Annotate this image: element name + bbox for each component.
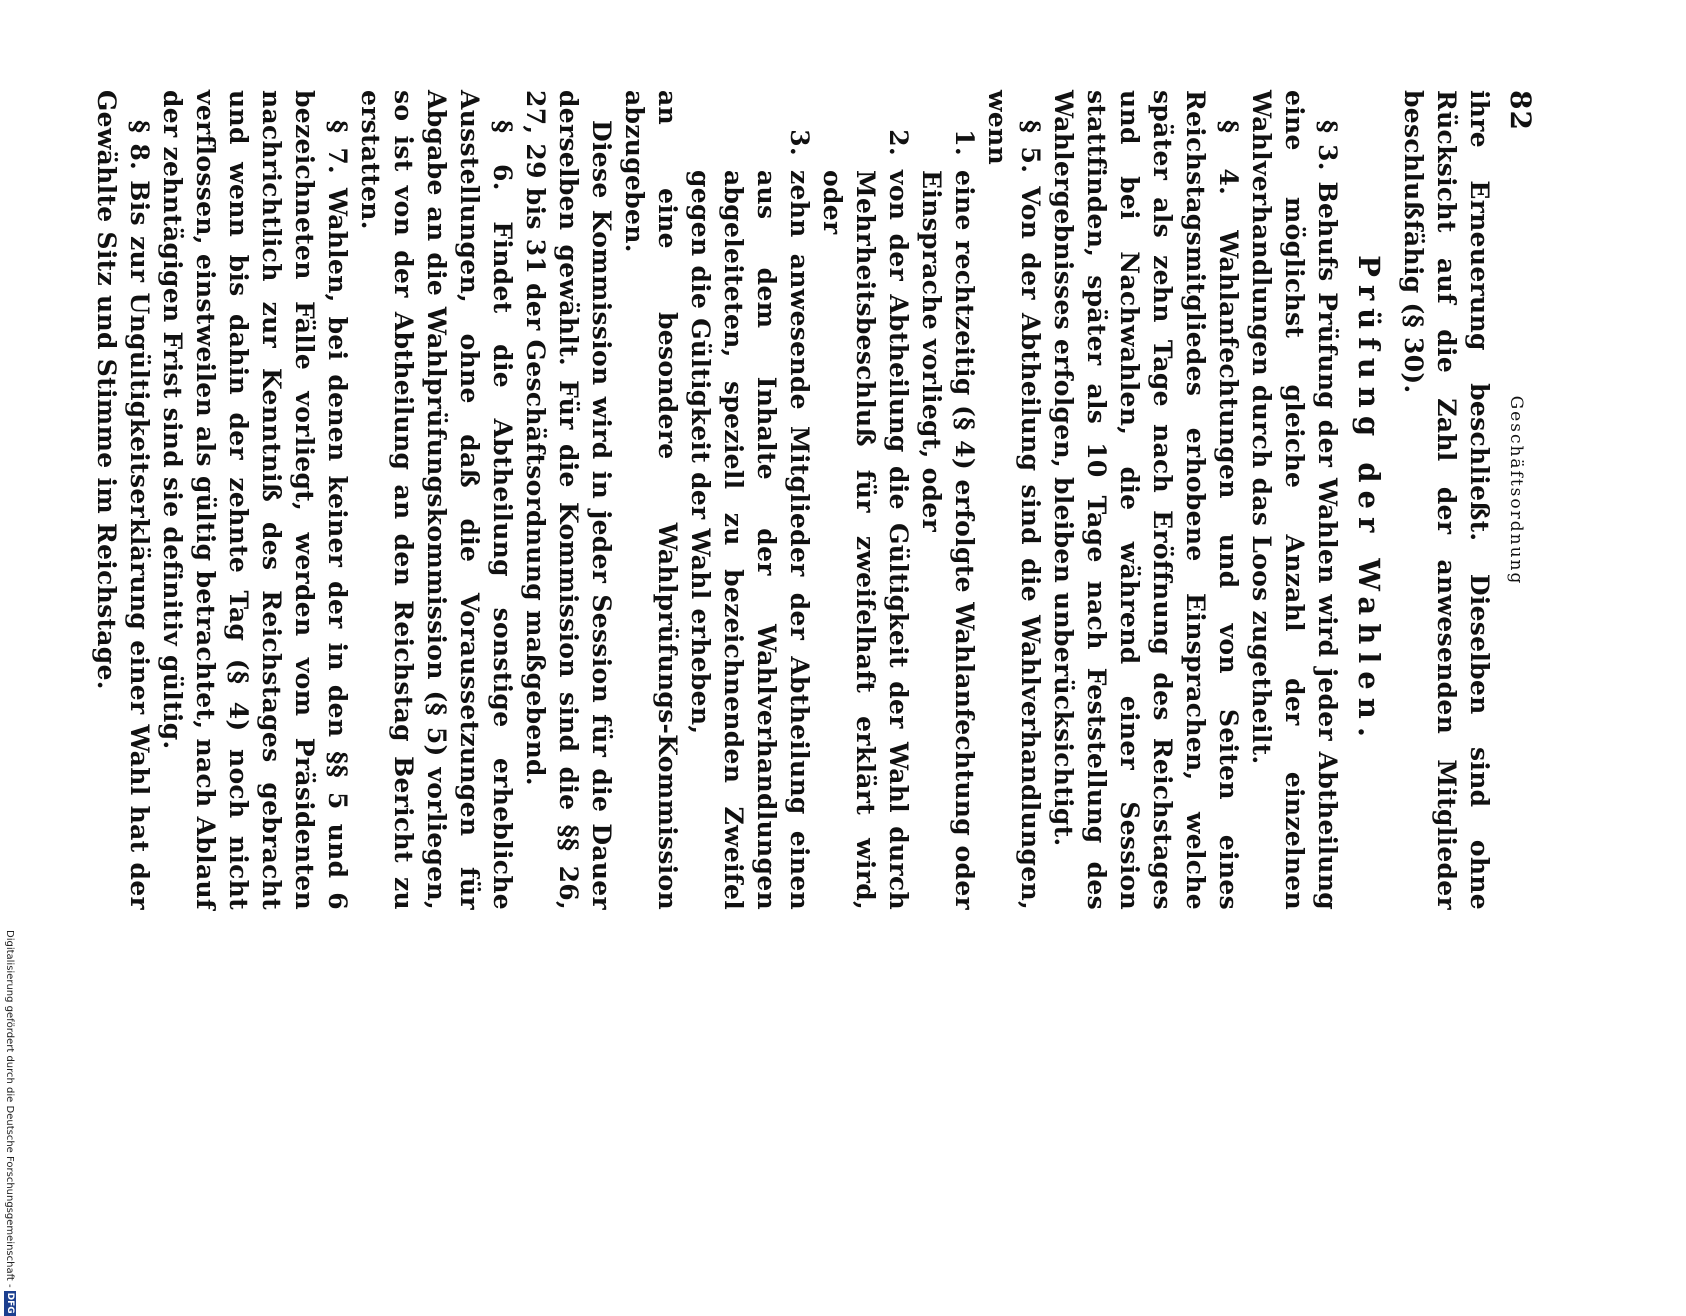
body-text [90, 90, 1496, 910]
list-item [684, 90, 816, 910]
list-item [915, 90, 981, 910]
list-item-text: von der Abtheilung die Gültigkeit der Wahl durch Mehrheitsbeschluß für zweifelhaft erklärt wird, oder [818, 170, 913, 910]
paragraph-commission: Diese Kommission wird in jeder Session für die Dauer derselben gewählt. Für die Kommission sind die §§ 26, 27, 29 bis 31 der Geschäftsordnung maßgebend. [521, 90, 616, 910]
paragraph-section-7: § 7. Wahlen, bei denen keiner der in den §§ 5 und 6 bezeichneten Fälle vorliegt, werden vom Präsidenten nachrichtlich zur Kenntniß des Reichstages gebracht und wenn bis dahin der zehnte Tag (§ 4) noch nicht verflossen, einstweilen als gültig betrachtet, nach Ablauf der zehntägigen Frist sind sie definitiv gültig. [158, 90, 352, 910]
closing-paragraph: an eine besondere Wahlprüfungs-Kommission abzugeben. [620, 90, 682, 910]
paragraph-section-5: § 5. Von der Abtheilung sind die Wahlverhandlungen, wenn [983, 90, 1045, 910]
paragraph-section-6: § 6. Findet die Abtheilung sonstige erhebliche Ausstellungen, ohne daß die Voraussetzungen für Abgabe an die Wahlprüfungskommission (§ 5) vorliegen, so ist von der Abtheilung an den Reichstag Bericht zu erstatten. [356, 90, 517, 910]
paragraph-section-3: § 3. Behufs Prüfung der Wahlen wird jeder Abtheilung eine möglichst gleiche Anzahl der einzelnen Wahlverhandlungen durch das Loos zugetheilt. [1247, 90, 1342, 910]
list-item-text: zehn anwesende Mitglieder der Abtheilung einen aus dem Inhalte der Wahlverhandlungen abgeleiteten, speziell zu bezeichnenden Zweifel gegen die Gültigkeit der Wahl erheben, [686, 170, 814, 910]
list-item-number: 1. [950, 129, 979, 156]
digitization-credit [4, 930, 16, 1316]
running-head: Geschäftsordnung [1506, 395, 1526, 586]
paragraph-section-4: § 4. Wahlanfechtungen und von Seiten eines Reichstagsmitgliedes erhobene Einsprachen, welche später als zehn Tage nach Eröffnung des Reichstages und bei Nachwahlen, die während einer Session stattfinden, später als 10 Tage nach Feststellung des Wahlergebnisses erfolgen, bleiben unberücksichtigt. [1049, 90, 1243, 910]
credit-text: Digitalisierung gefördert durch die Deutsche Forschungsgemeinschaft - [4, 930, 16, 1288]
dfg-logo: DFG [5, 1292, 15, 1314]
list-item-number: 3. [785, 129, 814, 156]
page-header [1504, 90, 1537, 910]
list-item-text: eine rechtzeitig (§ 4) erfolgte Wahlanfechtung oder Einsprache vorliegt, oder [917, 170, 979, 910]
list-item [816, 90, 915, 910]
paragraph-section-8: § 8. Bis zur Ungültigkeitserklärung einer Wahl hat der Gewählte Sitz und Stimme im Reichstage. [92, 90, 154, 910]
opening-paragraph: ihre Erneuerung beschließt. Dieselben sind ohne Rücksicht auf die Zahl der anwesenden Mitglieder beschlußfähig (§ 30). [1399, 90, 1494, 910]
page-number: 82 [1504, 90, 1537, 131]
section-title: Prüfung der Wahlen. [1352, 255, 1386, 745]
scanned-page [92, 50, 1563, 950]
list-item-number: 2. [884, 129, 913, 156]
